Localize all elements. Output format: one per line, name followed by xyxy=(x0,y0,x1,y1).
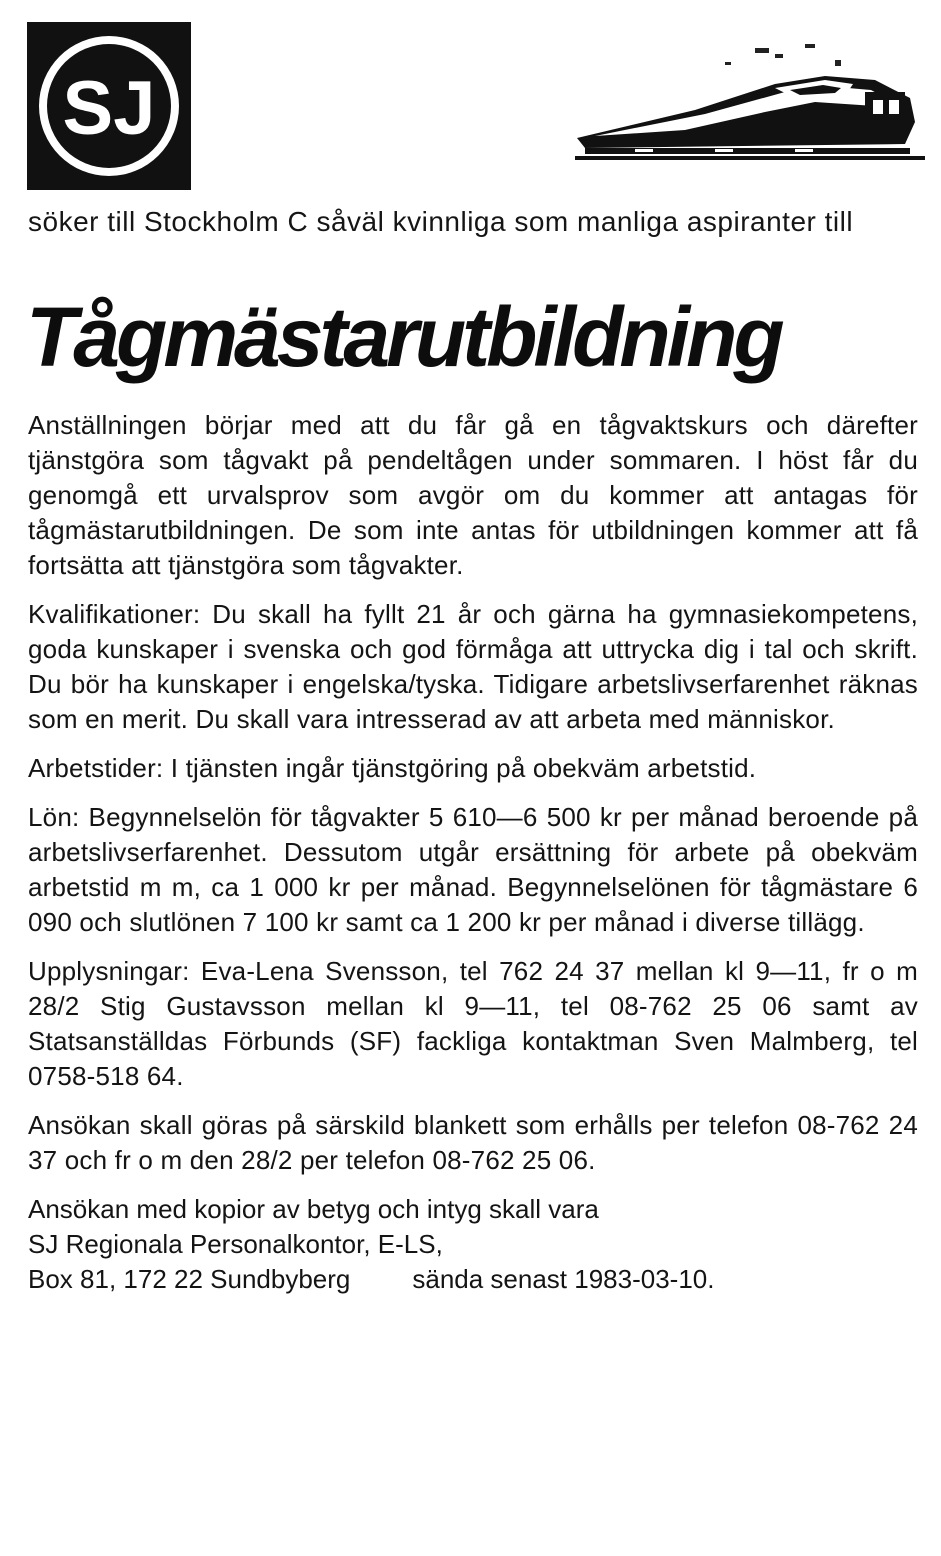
address-line-3 xyxy=(28,1262,918,1297)
deadline: sända senast 1983-03-10. xyxy=(412,1264,715,1294)
paragraph-information: Upplysningar: Eva-Lena Svensson, tel 762 24 37 mellan kl 9—11, fr o m 28/2 Stig Gustavsson mellan kl 9—11, tel 08-762 25 06 samt av Statsanställdas Förbunds (SF) fackliga kontaktman Sven Malmberg, tel 0758-518 64. xyxy=(28,956,918,1091)
address-line-2: SJ Regionala Personalkontor, E-LS, xyxy=(28,1229,443,1259)
sj-logo-lettering xyxy=(27,22,191,190)
address-line-1: Ansökan med kopior av betyg och intyg skall vara xyxy=(28,1194,599,1224)
paragraph-salary: Lön: Begynnelselön för tågvakter 5 610—6 500 kr per månad beroende på arbetslivserfarenhet. Dessutom utgår ersättning för arbete på obekväm arbetstid m m, ca 1 000 kr per månad. Begynnelselönen för tågmästare 6 090 och slutlönen 7 100 kr samt ca 1 200 kr per månad i diverse tillägg. xyxy=(28,802,918,937)
logo-text: SJ xyxy=(62,66,156,151)
paragraph-employment: Anställningen börjar med att du får gå en tågvaktskurs och därefter tjänstgöra som tågvakt på pendeltågen under sommaren. I höst får du genomgå ett urvalsprov som avgör om du kommer att antagas för tågmästarutbildningen. De som inte antas för utbildningen kommer att få fortsätta att tjänstgöra som tågvakter. xyxy=(28,410,918,580)
paragraph-application: Ansökan skall göras på särskild blankett som erhålls per telefon 08-762 24 37 och fr o m den 28/2 per telefon 08-762 25 06. xyxy=(28,1110,918,1175)
paragraph-qualifications: Kvalifikationer: Du skall ha fyllt 21 år och gärna ha gymnasiekompetens, goda kunskaper i svenska och god förmåga att uttrycka dig i tal och skrift. Du bör ha kunskaper i engelska/tyska. Tidigare arbetslivserfarenhet räknas som en merit. Du skall vara intresserad av att arbeta med människor. xyxy=(28,599,918,734)
application-address xyxy=(28,1192,918,1297)
ad-body xyxy=(28,408,918,1297)
train-icon xyxy=(575,40,925,165)
sj-logo xyxy=(27,22,191,190)
intro-text: söker till Stockholm C såväl kvinnliga som manliga aspiranter till xyxy=(28,206,854,237)
headline: Tågmästarutbildning xyxy=(26,290,781,384)
address-box: Box 81, 172 22 Sundbyberg xyxy=(28,1264,351,1294)
paragraph-working-hours: Arbetstider: I tjänsten ingår tjänstgöring på obekväm arbetstid. xyxy=(28,753,757,783)
